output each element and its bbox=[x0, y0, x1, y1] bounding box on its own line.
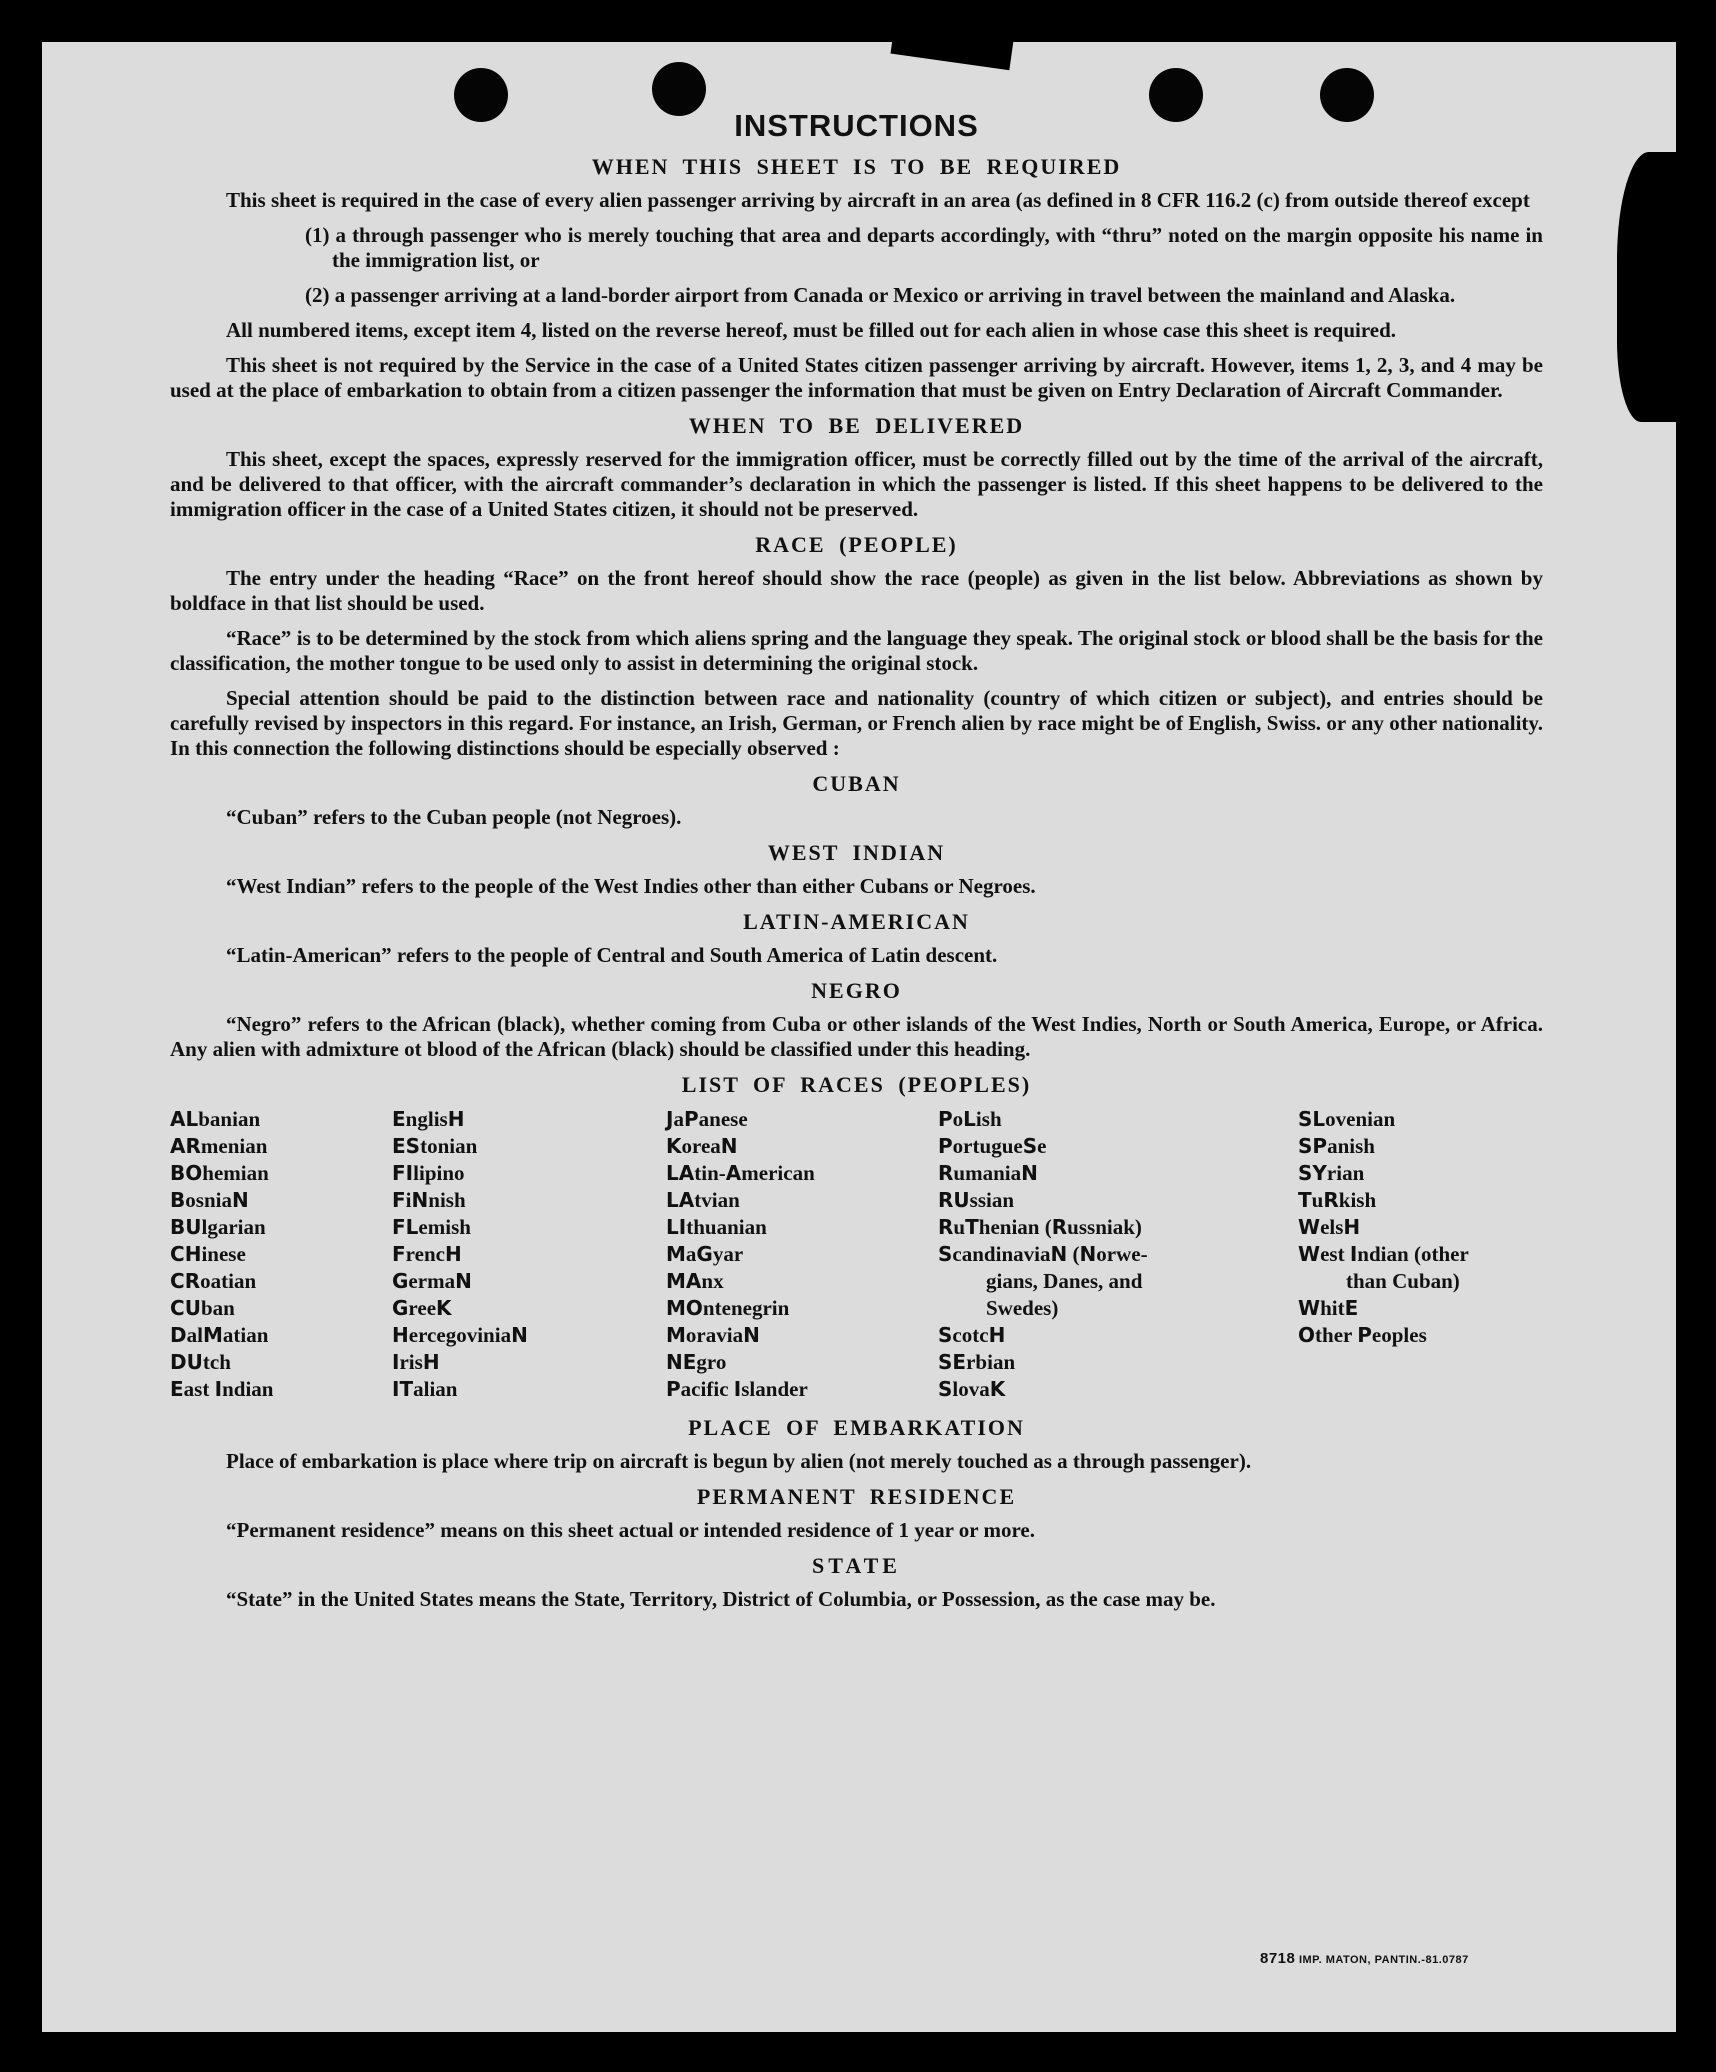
race-item: LAtvian bbox=[666, 1188, 740, 1212]
race-item: RUssian bbox=[938, 1188, 1015, 1212]
west-indian-paragraph: “West Indian” refers to the people of the West Indies other than either Cubans or Negroes. bbox=[226, 874, 1036, 898]
race-item: gians, Danes, and bbox=[986, 1269, 1143, 1293]
races-column-3 bbox=[666, 1106, 938, 1403]
race-item: PortugueSe bbox=[938, 1134, 1047, 1158]
required-item-2: (2) a passenger arriving at a land-border airport from Canada or Mexico or arriving in travel between the mainland and Alaska. bbox=[305, 283, 1456, 307]
race-item: SErbian bbox=[938, 1350, 1016, 1374]
embarkation-paragraph: Place of embarkation is place where trip on aircraft is begun by alien (not merely touched as a through passenger). bbox=[226, 1449, 1252, 1473]
race-item: TuRkish bbox=[1298, 1188, 1377, 1212]
race-item: LAtin-American bbox=[666, 1161, 815, 1185]
printer-imprint: IMP. MATON, PANTIN.-81.0787 bbox=[1298, 1954, 1469, 1966]
race-item: GermaN bbox=[392, 1269, 472, 1293]
race-item: CUban bbox=[170, 1296, 235, 1320]
negro-paragraph: “Negro” refers to the African (black), whether coming from Cuba or other islands of the West Indies, North or South America, Europe, or Africa. Any alien with admixture ot blood of the African (black) should be classified under this heading. bbox=[170, 1012, 1543, 1061]
race-item: than Cuban) bbox=[1346, 1269, 1460, 1293]
race-item: BOhemian bbox=[170, 1161, 269, 1185]
races-column-4 bbox=[938, 1106, 1298, 1403]
delivered-paragraph-1: This sheet, except the spaces, expressly reserved for the immigration officer, must be correctly filled out by the time of the arrival of the aircraft, and be delivered to that officer, with the aircraft commander’s declaration in which the passenger is listed. If this sheet happens to be delivered to the immigration officer in the case of a United States citizen, it should not be preserved. bbox=[170, 447, 1543, 521]
race-item: MAnx bbox=[666, 1269, 724, 1293]
race-item: DalMatian bbox=[170, 1323, 269, 1347]
latin-american-paragraph: “Latin-American” refers to the people of Central and South America of Latin descent. bbox=[226, 943, 998, 967]
race-item: KoreaN bbox=[666, 1134, 738, 1158]
race-item: WelsH bbox=[1298, 1215, 1361, 1239]
heading-required: WHEN THIS SHEET IS TO BE REQUIRED bbox=[591, 154, 1122, 179]
race-item: SYrian bbox=[1298, 1161, 1365, 1185]
races-column-2 bbox=[392, 1106, 666, 1403]
race-item: LIthuanian bbox=[666, 1215, 767, 1239]
state-paragraph: “State” in the United States means the State, Territory, District of Columbia, or Possession, as the case may be. bbox=[226, 1587, 1216, 1611]
races-column-1 bbox=[170, 1106, 392, 1403]
race-item: SPanish bbox=[1298, 1134, 1375, 1158]
race-item: RuThenian (Russniak) bbox=[938, 1215, 1142, 1239]
race-paragraph-2: “Race” is to be determined by the stock from which aliens spring and the language they speak. The original stock or blood shall be the basis for the classification, the mother tongue to be used only to assist in determining the original stock. bbox=[170, 626, 1543, 675]
race-item: GreeK bbox=[392, 1296, 452, 1320]
race-item: WhitE bbox=[1298, 1296, 1359, 1320]
cuban-paragraph: “Cuban” refers to the Cuban people (not Negroes). bbox=[226, 805, 682, 829]
torn-edge-right bbox=[1617, 152, 1676, 422]
race-item: MOntenegrin bbox=[666, 1296, 790, 1320]
heading-list-of-races: LIST OF RACES (PEOPLES) bbox=[681, 1072, 1032, 1097]
race-item: MaGyar bbox=[666, 1242, 744, 1266]
heading-west-indian: WEST INDIAN bbox=[767, 840, 946, 865]
race-item: FiNnish bbox=[392, 1188, 466, 1212]
form-number: 8718 bbox=[1260, 1950, 1296, 1967]
race-item: CRoatian bbox=[170, 1269, 257, 1293]
race-item: HercegoviniaN bbox=[392, 1323, 528, 1347]
races-list bbox=[170, 1106, 1543, 1403]
required-paragraph-2: All numbered items, except item 4, listed on the reverse hereof, must be filled out for each alien in whose case this sheet is required. bbox=[226, 318, 1397, 342]
document-sheet bbox=[42, 42, 1676, 2032]
race-item: BosniaN bbox=[170, 1188, 249, 1212]
race-item: Swedes) bbox=[986, 1296, 1059, 1320]
race-item: ALbanian bbox=[170, 1107, 261, 1131]
race-item: West Indian (other bbox=[1298, 1242, 1469, 1266]
race-item: SlovaK bbox=[938, 1377, 1006, 1401]
race-item: CHinese bbox=[170, 1242, 246, 1266]
race-item: JaPanese bbox=[666, 1107, 748, 1131]
race-item: ScandinaviaN (Norwe- bbox=[938, 1242, 1148, 1266]
race-item: EnglisH bbox=[392, 1107, 465, 1131]
heading-negro: NEGRO bbox=[811, 978, 902, 1003]
heading-race: RACE (PEOPLE) bbox=[755, 532, 958, 557]
torn-corner-top bbox=[890, 42, 1013, 70]
required-paragraph-1: This sheet is required in the case of every alien passenger arriving by aircraft in an area (as defined in 8 CFR 116.2 (c) from outside thereof except bbox=[226, 188, 1530, 212]
race-item: NEgro bbox=[666, 1350, 727, 1374]
instructions-content bbox=[170, 104, 1543, 1622]
race-item: FIlipino bbox=[392, 1161, 465, 1185]
races-column-5 bbox=[1298, 1106, 1543, 1403]
heading-residence: PERMANENT RESIDENCE bbox=[696, 1484, 1017, 1509]
race-item: Other Peoples bbox=[1298, 1323, 1427, 1347]
race-item: ScotcH bbox=[938, 1323, 1006, 1347]
required-paragraph-3: This sheet is not required by the Service in the case of a United States citizen passenger arriving by aircraft. However, items 1, 2, 3, and 4 may be used at the place of embarkation to obtain from a citizen passenger the information that must be given on Entry Declaration of Aircraft Commander. bbox=[170, 353, 1543, 402]
race-item: MoraviaN bbox=[666, 1323, 760, 1347]
heading-latin-american: LATIN-AMERICAN bbox=[743, 909, 970, 934]
form-footer bbox=[1260, 1950, 1469, 1967]
residence-paragraph: “Permanent residence” means on this sheet actual or intended residence of 1 year or more. bbox=[226, 1518, 1035, 1542]
race-item: East Indian bbox=[170, 1377, 274, 1401]
required-item-1: (1) a through passenger who is merely touching that area and departs accordingly, with “thru” noted on the margin opposite his name in the immigration list, or bbox=[305, 223, 1543, 272]
race-item: DUtch bbox=[170, 1350, 231, 1374]
race-paragraph-1: The entry under the heading “Race” on the front hereof should show the race (people) as given in the list below. Abbreviations as shown by boldface in that list should be used. bbox=[170, 566, 1543, 615]
race-item: ARmenian bbox=[170, 1134, 268, 1158]
race-item: RumaniaN bbox=[938, 1161, 1038, 1185]
heading-state: STATE bbox=[812, 1553, 901, 1578]
heading-cuban: CUBAN bbox=[812, 771, 901, 796]
race-item: EStonian bbox=[392, 1134, 478, 1158]
race-item: SLovenian bbox=[1298, 1107, 1396, 1131]
heading-delivered: WHEN TO BE DELIVERED bbox=[688, 413, 1025, 438]
heading-embarkation: PLACE OF EMBARKATION bbox=[688, 1415, 1025, 1440]
race-paragraph-3: Special attention should be paid to the distinction between race and nationality (country of which citizen or subject), and entries should be carefully revised by inspectors in this regard. For instance, an Irish, German, or French alien by race might be of English, Swiss. or any other nationality. In this connection the following distinctions should be especially observed : bbox=[170, 686, 1543, 760]
race-item: Pacific Islander bbox=[666, 1377, 808, 1401]
race-item: IrisH bbox=[392, 1350, 440, 1374]
race-item: PoLish bbox=[938, 1107, 1002, 1131]
race-item: FLemish bbox=[392, 1215, 471, 1239]
page-title: INSTRUCTIONS bbox=[734, 108, 979, 143]
race-item: ITalian bbox=[392, 1377, 458, 1401]
race-item: FrencH bbox=[392, 1242, 462, 1266]
race-item: BUlgarian bbox=[170, 1215, 266, 1239]
